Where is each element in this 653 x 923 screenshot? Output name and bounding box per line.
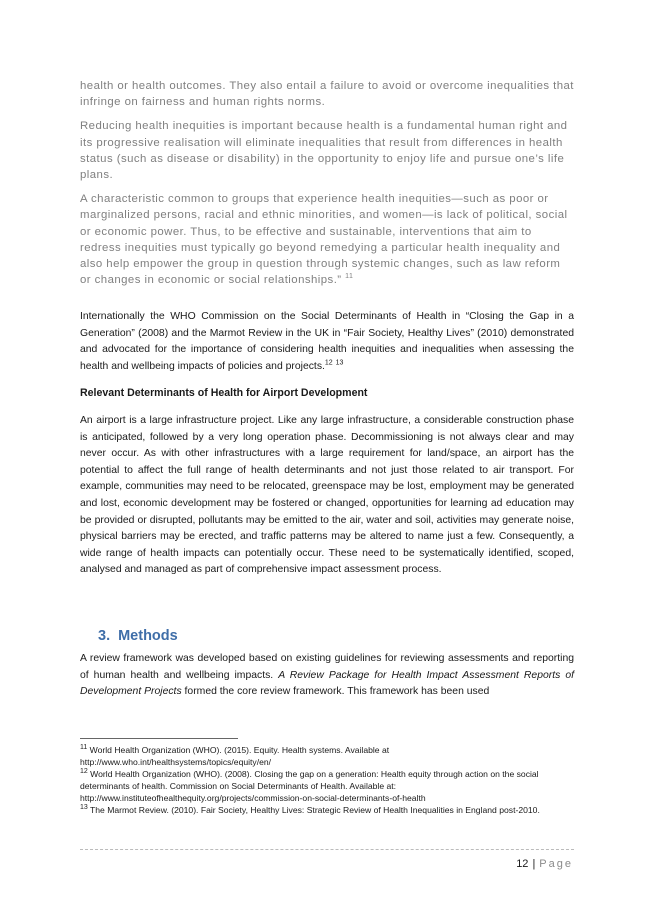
page-label: Page [539,858,573,870]
block-quote [80,78,574,296]
footnote-ref-11[interactable]: 11 [345,273,354,281]
quote-paragraph-3 [80,191,574,288]
paragraph-airport [80,413,574,579]
footnote-ref-13[interactable]: 13 [335,359,344,367]
footnote-12 [80,768,580,804]
footnote-number: 12 [80,768,88,776]
footnote-separator [80,738,238,739]
section-title: Methods [118,628,178,644]
section-number: 3. [98,628,111,644]
page-number-value: 12 [516,858,529,870]
footnote-text: The Marmot Review. (2010). Fair Society, Healthy Lives: Strategic Review of Health Inequalities in England post-2010. [87,805,540,815]
footnote-text: World Health Organization (WHO). (2008). Closing the gap on a generation: Health equity through action on the social determinants of health. Commission on Social Determinants of Health. Available at: http://www.instituteofhealthequity.org/projects/commission-on-social-determinants-of-health [80,769,539,803]
footnote-13 [80,804,580,816]
subheading-relevant-determinants: Relevant Determinants of Health for Airport Development [80,387,368,399]
page-number-separator: | [532,858,536,870]
paragraph-international-text: Internationally the WHO Commission on the Social Determinants of Health in “Closing the Gap in a Generation” (2008) and the Marmot Review in the UK in “Fair Society, Healthy Lives” (2010) demonstrated and advocated for the importance of considering health inequities and inequalities when assessing the health and wellbeing impacts of policies and projects. [80,311,574,372]
paragraph-international [80,309,574,375]
review-package-title: A Review Package for Health Impact Assessment Reports of Development Projects [80,669,574,698]
paragraph-methods-text: A review framework was developed based on existing guidelines for reviewing assessments and reporting of human health and wellbeing impacts. [80,653,574,681]
footnotes [80,744,580,816]
section-heading-methods [98,628,592,644]
page-number [516,858,573,870]
footer-separator [80,849,574,850]
quote-paragraph-2: Reducing health inequities is important because health is a fundamental human right and its progressive realisation will eliminate inequalities that result from differences in health status (such as disease or disability) in the opportunity to enjoy life and pursue one’s life plans. [80,120,568,182]
footnote-text: World Health Organization (WHO). (2015). Equity. Health systems. Available at http://www.who.int/healthsystems/topics/equity/en/ [80,745,390,767]
footnote-number: 11 [80,744,88,752]
paragraph-methods [80,651,574,701]
quote-paragraph-3-text: A characteristic common to groups that experience health inequities—such as poor or marginalized persons, racial and ethnic minorities, and women—is lack of political, social or economic power. Thus, to be effective and sustainable, interventions that aim to redress inequities must typically go beyond remedying a particular health inequality and also help empower the group in question through systemic changes, such as law reform or changes in economic or social relationships.” [80,193,568,287]
paragraph-airport-text: An airport is a large infrastructure project. Like any large infrastructure, a considerable construction phase is anticipated, followed by a very long operation phase. Decommissioning is not always clear and may never occur. As with other infrastructures with a large requirement for land/space, an airport has the potential to affect the full range of health determinants and not just those related to air transport. For example, communities may need to be relocated, greenspace may be lost, employment may be generated and lost, economic development may be fostered or changed, opportunities for learning ad education may be provided or disrupted, pollutants may be emitted to the air, water and soil, activities may generate noise, physical barriers may be erected, and traffic patterns may be altered to name just a few. Consequently, a wide range of health impacts can potentially occur. These need to be systematically identified, scoped, analysed and managed as part of comprehensive impact assessment process. [80,415,574,576]
footnote-ref-12[interactable]: 12 [324,359,333,367]
paragraph-methods-text-end: formed the core review framework. This framework has been used [181,686,490,698]
quote-paragraph-1: health or health outcomes. They also entail a failure to avoid or overcome inequalities that infringe on fairness and human rights norms. [80,80,574,109]
footnote-11 [80,744,580,768]
footnote-number: 13 [80,804,88,812]
